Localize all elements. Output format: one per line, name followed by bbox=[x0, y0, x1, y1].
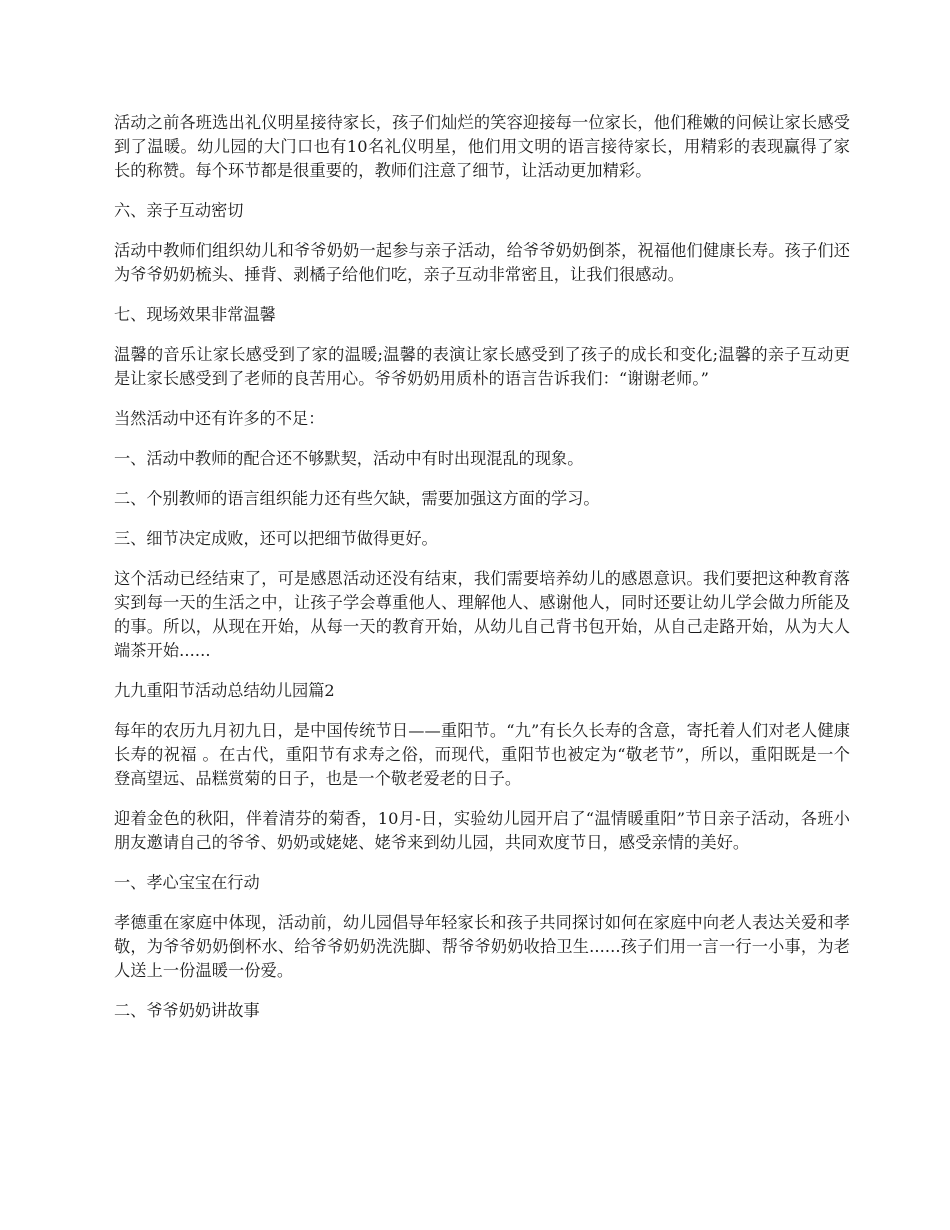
paragraph-interaction-activities: 活动中教师们组织幼儿和爷爷奶奶一起参与亲子活动，给爷爷奶奶倒茶，祝福他们健康长寿。孩子们还为爷爷奶奶梳头、捶背、剥橘子给他们吃，亲子互动非常密且，让我们很感动。 bbox=[114, 241, 850, 284]
paragraph-filial-piety: 孝德重在家庭中体现，活动前，幼儿园倡导年轻家长和孩子共同探讨如何在家庭中向老人表达关爱和孝敬，为爷爷奶奶倒杯水、给爷爷奶奶洗洗脚、帮爷爷奶奶收拾卫生......孩子们用一言一行一小事，为老人送上一份温暖一份爱。 bbox=[114, 913, 850, 980]
paragraph-warm-music: 温馨的音乐让家长感受到了家的温暖;温馨的表演让家长感受到了孩子的成长和变化;温馨的亲子互动更是让家长感受到了老师的良苦用心。爷爷奶奶用质朴的语言告诉我们：“谢谢老师。” bbox=[114, 345, 850, 388]
heading-filial-babies: 一、孝心宝宝在行动 bbox=[114, 873, 260, 892]
heading-warm-atmosphere: 七、现场效果非常温馨 bbox=[114, 305, 276, 324]
shortcoming-item-1: 一、活动中教师的配合还不够默契，活动中有时出现混乱的现象。 bbox=[114, 449, 584, 468]
paragraph-receiving-parents: 活动之前各班选出礼仪明星接待家长，孩子们灿烂的笑容迎接每一位家长，他们稚嫩的问候让家长感受到了温暖。幼儿园的大门口也有10名礼仪明星，他们用文明的语言接待家长，用精彩的表现赢得了家长的称赞。每个环节都是很重要的，教师们注意了细节，让活动更加精彩。 bbox=[114, 113, 850, 180]
shortcoming-item-2: 二、个别教师的语言组织能力还有些欠缺，需要加强这方面的学习。 bbox=[114, 489, 600, 508]
document-page bbox=[114, 111, 850, 1039]
heading-shortcomings: 当然活动中还有许多的不足： bbox=[114, 409, 325, 428]
section-title-part-2: 九九重阳节活动总结幼儿园篇2 bbox=[114, 681, 335, 700]
paragraph-autumn-activity: 迎着金色的秋阳，伴着清芬的菊香，10月-日，实验幼儿园开启了“温情暖重阳”节日亲子活动，各班小朋友邀请自己的爷爷、奶奶或姥姥、姥爷来到幼儿园，共同欢度节日，感受亲情的美好。 bbox=[114, 809, 850, 852]
paragraph-double-ninth-intro: 每年的农历九月初九日，是中国传统节日——重阳节。“九”有长久长寿的含意，寄托着人们对老人健康长寿的祝福 。在古代，重阳节有求寿之俗，而现代，重阳节也被定为“敬老节”，所以，重阳既是一个登高望远、品糕赏菊的日子，也是一个敬老爱老的日子。 bbox=[114, 721, 850, 788]
heading-grandparents-stories: 二、爷爷奶奶讲故事 bbox=[114, 1001, 260, 1020]
paragraph-gratitude-education: 这个活动已经结束了，可是感恩活动还没有结束，我们需要培养幼儿的感恩意识。我们要把这种教育落实到每一天的生活之中，让孩子学会尊重他人、理解他人、感谢他人，同时还要让幼儿学会做力所能及的事。所以，从现在开始，从每一天的教育开始，从幼儿自己背书包开始，从自己走路开始，从为大人端茶开始...... bbox=[114, 569, 850, 660]
shortcoming-item-3: 三、细节决定成败，还可以把细节做得更好。 bbox=[114, 529, 438, 548]
heading-parent-child-interaction: 六、亲子互动密切 bbox=[114, 201, 244, 220]
